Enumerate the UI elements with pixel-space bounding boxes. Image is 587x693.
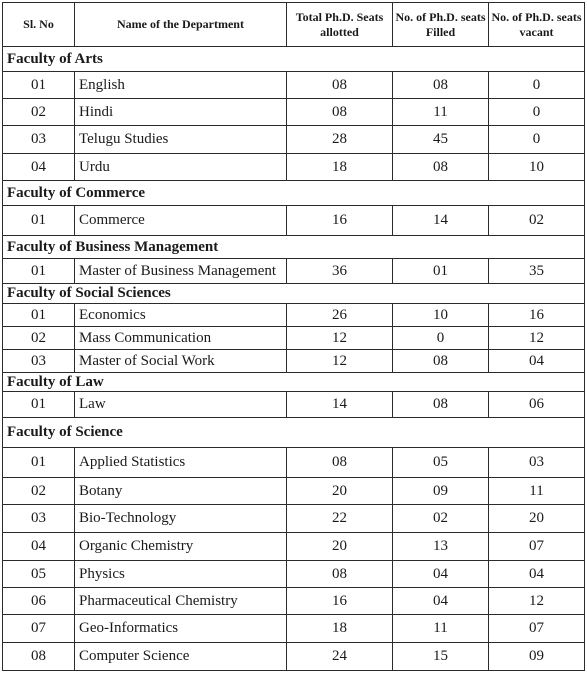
- row-seats-filled: 01: [393, 259, 489, 284]
- row-seats-filled: 08: [393, 72, 489, 99]
- row-sl-no: 03: [3, 126, 75, 154]
- faculty-heading: Faculty of Commerce: [3, 181, 585, 206]
- table-row: [3, 350, 585, 373]
- row-seats-vacant: 20: [489, 505, 585, 533]
- row-seats-filled: 15: [393, 643, 489, 671]
- row-seats-filled: 08: [393, 392, 489, 418]
- table-row: [3, 505, 585, 533]
- row-seats-filled: 04: [393, 561, 489, 588]
- row-seats-filled: 02: [393, 505, 489, 533]
- table-row: [3, 206, 585, 236]
- row-total-seats: 24: [287, 643, 393, 671]
- table-row: [3, 478, 585, 505]
- row-seats-vacant: 04: [489, 561, 585, 588]
- table-row: [3, 561, 585, 588]
- faculty-heading: Faculty of Social Sciences: [3, 284, 585, 304]
- row-department-name: Urdu: [75, 154, 287, 181]
- row-sl-no: 03: [3, 350, 75, 373]
- row-seats-vacant: 07: [489, 533, 585, 561]
- column-header-seats-vacant: No. of Ph.D. seats vacant: [489, 3, 585, 47]
- row-department-name: Physics: [75, 561, 287, 588]
- row-sl-no: 05: [3, 561, 75, 588]
- table-row: [3, 643, 585, 671]
- table-row: [3, 72, 585, 99]
- row-seats-vacant: 16: [489, 304, 585, 327]
- row-seats-filled: 10: [393, 304, 489, 327]
- faculty-section-row: [3, 181, 585, 206]
- row-seats-vacant: 06: [489, 392, 585, 418]
- faculty-section-row: [3, 236, 585, 259]
- row-seats-vacant: 10: [489, 154, 585, 181]
- row-department-name: English: [75, 72, 287, 99]
- row-total-seats: 12: [287, 350, 393, 373]
- row-seats-vacant: 12: [489, 588, 585, 615]
- row-department-name: Applied Statistics: [75, 448, 287, 478]
- row-department-name: Master of Business Management: [75, 259, 287, 284]
- row-total-seats: 08: [287, 72, 393, 99]
- row-seats-filled: 13: [393, 533, 489, 561]
- row-total-seats: 14: [287, 392, 393, 418]
- row-seats-filled: 08: [393, 350, 489, 373]
- row-sl-no: 01: [3, 206, 75, 236]
- faculty-heading: Faculty of Business Management: [3, 236, 585, 259]
- row-total-seats: 08: [287, 561, 393, 588]
- row-seats-filled: 09: [393, 478, 489, 505]
- faculty-section-row: [3, 373, 585, 392]
- row-department-name: Telugu Studies: [75, 126, 287, 154]
- row-sl-no: 08: [3, 643, 75, 671]
- table-row: [3, 259, 585, 284]
- row-total-seats: 08: [287, 448, 393, 478]
- row-seats-vacant: 0: [489, 126, 585, 154]
- row-total-seats: 28: [287, 126, 393, 154]
- row-total-seats: 36: [287, 259, 393, 284]
- row-sl-no: 01: [3, 259, 75, 284]
- row-seats-filled: 14: [393, 206, 489, 236]
- row-department-name: Economics: [75, 304, 287, 327]
- row-total-seats: 22: [287, 505, 393, 533]
- table-row: [3, 615, 585, 643]
- faculty-heading: Faculty of Law: [3, 373, 585, 392]
- row-seats-vacant: 07: [489, 615, 585, 643]
- row-sl-no: 06: [3, 588, 75, 615]
- column-header-total-seats: Total Ph.D. Seats allotted: [287, 3, 393, 47]
- row-department-name: Bio-Technology: [75, 505, 287, 533]
- faculty-heading: Faculty of Arts: [3, 47, 585, 72]
- row-seats-filled: 08: [393, 154, 489, 181]
- phd-seats-table: [2, 2, 585, 671]
- row-department-name: Organic Chemistry: [75, 533, 287, 561]
- row-total-seats: 18: [287, 154, 393, 181]
- row-sl-no: 02: [3, 327, 75, 350]
- row-total-seats: 26: [287, 304, 393, 327]
- table-row: [3, 99, 585, 126]
- table-row: [3, 327, 585, 350]
- row-sl-no: 04: [3, 154, 75, 181]
- row-seats-filled: 05: [393, 448, 489, 478]
- row-total-seats: 12: [287, 327, 393, 350]
- row-sl-no: 02: [3, 99, 75, 126]
- faculty-heading: Faculty of Science: [3, 418, 585, 448]
- row-seats-vacant: 0: [489, 99, 585, 126]
- row-sl-no: 01: [3, 72, 75, 99]
- table-row: [3, 304, 585, 327]
- row-seats-vacant: 0: [489, 72, 585, 99]
- row-total-seats: 16: [287, 206, 393, 236]
- row-sl-no: 02: [3, 478, 75, 505]
- column-header-sl-no: Sl. No: [3, 3, 75, 47]
- row-seats-vacant: 03: [489, 448, 585, 478]
- table-row: [3, 392, 585, 418]
- row-seats-vacant: 35: [489, 259, 585, 284]
- row-seats-filled: 45: [393, 126, 489, 154]
- table-row: [3, 154, 585, 181]
- row-department-name: Hindi: [75, 99, 287, 126]
- row-department-name: Geo-Informatics: [75, 615, 287, 643]
- row-seats-vacant: 11: [489, 478, 585, 505]
- row-sl-no: 03: [3, 505, 75, 533]
- table-row: [3, 533, 585, 561]
- row-department-name: Master of Social Work: [75, 350, 287, 373]
- header-row: [3, 3, 585, 47]
- row-department-name: Mass Communication: [75, 327, 287, 350]
- row-department-name: Commerce: [75, 206, 287, 236]
- row-department-name: Pharmaceutical Chemistry: [75, 588, 287, 615]
- table-row: [3, 588, 585, 615]
- row-total-seats: 20: [287, 478, 393, 505]
- row-total-seats: 20: [287, 533, 393, 561]
- faculty-section-row: [3, 284, 585, 304]
- row-seats-vacant: 09: [489, 643, 585, 671]
- row-sl-no: 01: [3, 392, 75, 418]
- row-seats-vacant: 04: [489, 350, 585, 373]
- row-seats-vacant: 12: [489, 327, 585, 350]
- column-header-seats-filled: No. of Ph.D. seats Filled: [393, 3, 489, 47]
- row-seats-filled: 11: [393, 615, 489, 643]
- row-sl-no: 01: [3, 304, 75, 327]
- row-sl-no: 01: [3, 448, 75, 478]
- faculty-section-row: [3, 418, 585, 448]
- phd-seats-document: [2, 2, 584, 691]
- row-department-name: Computer Science: [75, 643, 287, 671]
- row-total-seats: 16: [287, 588, 393, 615]
- row-seats-vacant: 02: [489, 206, 585, 236]
- row-sl-no: 04: [3, 533, 75, 561]
- row-sl-no: 07: [3, 615, 75, 643]
- row-department-name: Law: [75, 392, 287, 418]
- table-row: [3, 126, 585, 154]
- row-total-seats: 18: [287, 615, 393, 643]
- row-seats-filled: 0: [393, 327, 489, 350]
- table-row: [3, 448, 585, 478]
- column-header-department: Name of the Department: [75, 3, 287, 47]
- row-seats-filled: 11: [393, 99, 489, 126]
- row-seats-filled: 04: [393, 588, 489, 615]
- faculty-section-row: [3, 47, 585, 72]
- row-total-seats: 08: [287, 99, 393, 126]
- row-department-name: Botany: [75, 478, 287, 505]
- table-body: [3, 47, 585, 671]
